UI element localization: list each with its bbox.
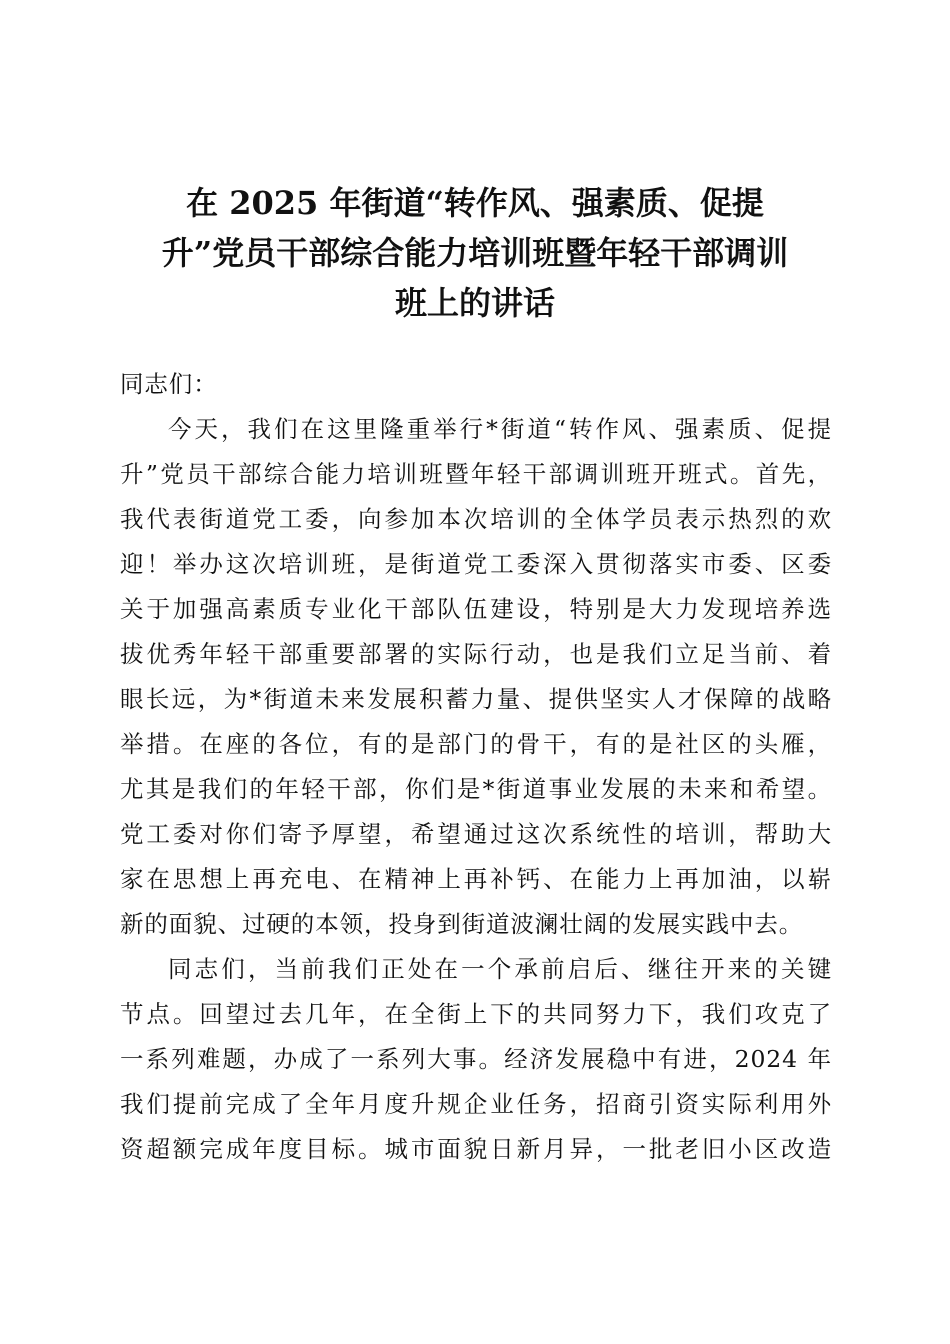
text-line: 节点。回望过去几年，在全街上下的共同努力下，我们攻克了 [120,1000,832,1028]
text-line: 我代表街道党工委，向参加本次培训的全体学员表示热烈的欢 [120,505,832,533]
paragraph-1 [120,407,832,947]
text-line: 我们提前完成了全年月度升规企业任务，招商引资实际利用外 [120,1090,832,1118]
text-line: 举措。在座的各位，有的是部门的骨干，有的是社区的头雁， [120,730,832,758]
title-line: 班上的讲话 [394,284,555,322]
document-body [120,362,832,1172]
text-line: 一系列难题，办成了一系列大事。经济发展稳中有进，2024 年 [120,1045,832,1073]
text-line: 迎！举办这次培训班，是街道党工委深入贯彻落实市委、区委 [120,550,832,578]
text-line: 新的面貌、过硬的本领，投身到街道波澜壮阔的发展实践中去。 [120,910,804,938]
document-title [100,178,850,328]
text-line: 升”党员干部综合能力培训班暨年轻干部调训班开班式。首先， [120,460,832,488]
title-line: 在 2025 年街道“转作风、强素质、促提 [186,184,764,222]
paragraph-2 [120,947,832,1172]
text-line: 拔优秀年轻干部重要部署的实际行动，也是我们立足当前、着 [120,640,832,668]
text-line: 尤其是我们的年轻干部，你们是*街道事业发展的未来和希望。 [120,775,832,803]
text-line: 同志们，当前我们正处在一个承前启后、继往开来的关键 [168,955,832,983]
text-line: 党工委对你们寄予厚望，希望通过这次系统性的培训，帮助大 [120,820,832,848]
text-line: 资超额完成年度目标。城市面貌日新月异，一批老旧小区改造 [120,1135,832,1163]
salutation: 同志们： [120,370,218,398]
text-line: 今天，我们在这里隆重举行*街道“转作风、强素质、促提 [168,415,832,443]
text-line: 家在思想上再充电、在精神上再补钙、在能力上再加油，以崭 [120,865,832,893]
title-line: 升”党员干部综合能力培训班暨年轻干部调训 [161,234,789,272]
text-line: 关于加强高素质专业化干部队伍建设，特别是大力发现培养选 [120,595,832,623]
text-line: 眼长远，为*街道未来发展积蓄力量、提供坚实人才保障的战略 [120,685,832,713]
